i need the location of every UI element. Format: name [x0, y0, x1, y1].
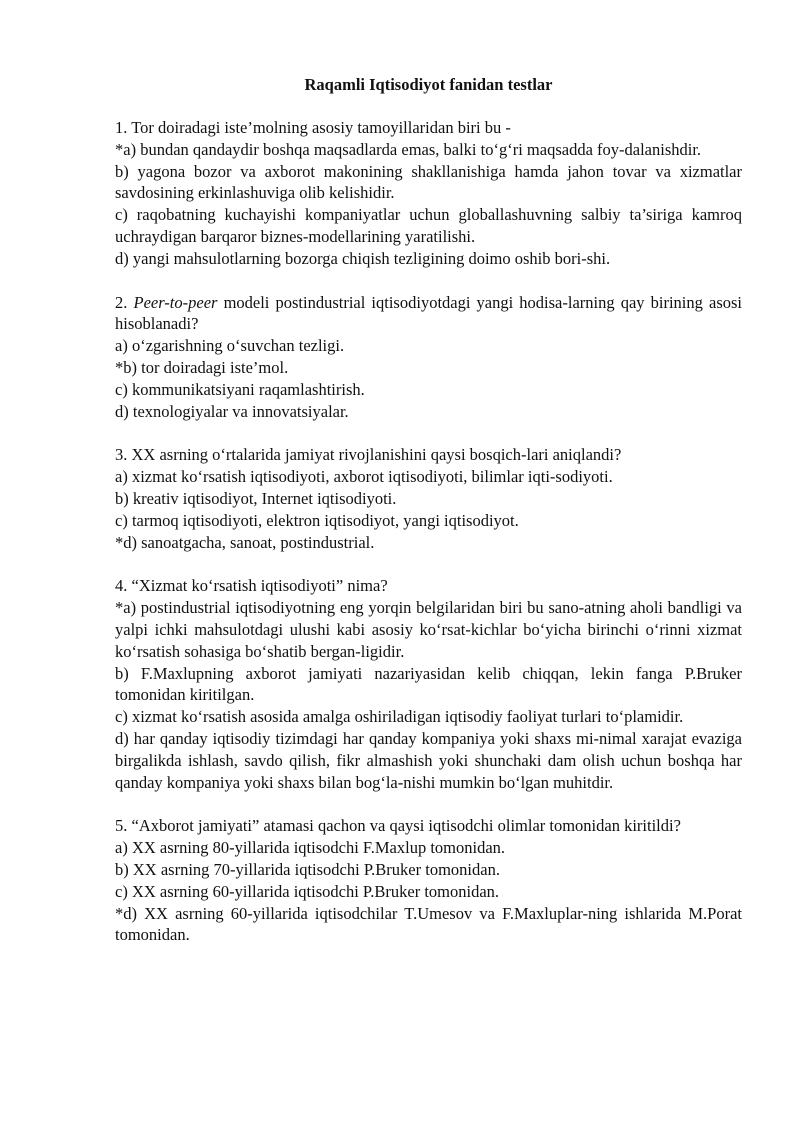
answer-option: c) raqobatning kuchayishi kompaniyatlar uchun globallashuvning salbiy ta’siriga kamroq uchraydigan barqaror biznes-modellarining yaratilishi. [115, 205, 742, 246]
question-1 [115, 117, 742, 270]
document-page [115, 74, 742, 968]
answer-option: b) kreativ iqtisodiyot, Internet iqtisodiyoti. [115, 488, 397, 508]
answer-option: d) har qanday iqtisodiy tizimdagi har qanday kompaniya yoki shaxs mi-nimal xarajat evaziga birgalikda ishlash, savdo qilish, fikr almashish yoki shunchaki dam olish uchun boshqa har qanday kompaniya yoki shaxs bilan bog‘la-nishi mumkin bo‘lgan muhitdir. [115, 728, 742, 792]
question-5 [115, 815, 742, 946]
question-text: “Xizmat ko‘rsatish iqtisodiyoti” nima? [131, 576, 388, 596]
question-number: 1. [115, 118, 128, 137]
answer-option: a) o‘zgarishning o‘suvchan tezligi. [115, 336, 345, 356]
question-text: XX asrning o‘rtalarida jamiyat rivojlanishini qaysi bosqich-lari aniqlandi? [131, 445, 622, 465]
answer-option: *d) XX asrning 60-yillarida iqtisodchilar T.Umesov va F.Maxluplar-ning ishlarida M.Porat tomonidan. [115, 903, 742, 945]
answer-option: b) F.Maxlupning axborot jamiyati nazariyasidan kelib chiqqan, lekin fanga P.Bruker tomonidan kiritilgan. [115, 663, 742, 705]
question-stem [115, 292, 742, 336]
answer-option: d) yangi mahsulotlarning bozorga chiqish tezligining doimo oshib bori-shi. [115, 248, 611, 268]
question-3 [115, 444, 742, 553]
question-number: 4. [115, 576, 128, 596]
question-stem [115, 444, 742, 466]
document-title: Raqamli Iqtisodiyot fanidan testlar [304, 75, 553, 94]
question-stem [115, 815, 742, 837]
question-number: 5. [115, 816, 128, 836]
question-number: 3. [115, 445, 128, 465]
question-emphasis: Peer-to-peer [133, 292, 218, 312]
answer-option: a) xizmat ko‘rsatish iqtisodiyoti, axborot iqtisodiyoti, bilimlar iqti-sodiyoti. [115, 467, 613, 487]
answer-option: *a) postindustrial iqtisodiyotning eng yorqin belgilaridan biri bu sano-atning aholi bandligi va yalpi ichki mahsulotdagi ulushi kabi asosiy ko‘rsat-kichlar bo‘yicha birinchi o‘rinni xizmat ko‘rsatish sohasiga bo‘shatib bergan-ligidir. [115, 598, 742, 661]
answer-option: c) tarmoq iqtisodiyoti, elektron iqtisodiyot, yangi iqtisodiyot. [115, 510, 519, 530]
question-number: 2. [115, 292, 128, 312]
question-stem [115, 575, 742, 597]
answer-option: a) XX asrning 80-yillarida iqtisodchi F.Maxlup tomonidan. [115, 838, 506, 858]
answer-option: b) XX asrning 70-yillarida iqtisodchi P.Bruker tomonidan. [115, 859, 500, 879]
answer-option: *b) tor doiradagi iste’mol. [115, 357, 289, 377]
answer-option: d) texnologiyalar va innovatsiyalar. [115, 401, 349, 421]
question-text: modeli postindustrial iqtisodiyotdagi yangi hodisa-larning qay birining asosi hisoblanadi? [115, 292, 743, 334]
answer-option: *a) bundan qandaydir boshqa maqsadlarda emas, balki to‘g‘ri maqsadda foy-dalanishdir. [115, 139, 702, 159]
answer-option: c) kommunikatsiyani raqamlashtirish. [115, 379, 365, 399]
question-stem [115, 117, 742, 139]
answer-option: c) xizmat ko‘rsatish asosida amalga oshiriladigan iqtisodiy faoliyat turlari to‘plamidir. [115, 707, 684, 727]
question-text: “Axborot jamiyati” atamasi qachon va qaysi iqtisodchi olimlar tomonidan kiritildi? [131, 816, 681, 836]
question-text: Tor doiradagi iste’molning asosiy tamoyillaridan biri bu - [131, 118, 511, 137]
answer-option: *d) sanoatgacha, sanoat, postindustrial. [115, 532, 375, 552]
question-4 [115, 575, 742, 793]
question-2 [115, 292, 742, 423]
answer-option: c) XX asrning 60-yillarida iqtisodchi P.Bruker tomonidan. [115, 881, 500, 901]
answer-option: b) yagona bozor va axborot makonining shakllanishiga hamda jahon tovar va xizmatlar savdosining erkinlashuviga olib kelishidir. [115, 161, 742, 203]
